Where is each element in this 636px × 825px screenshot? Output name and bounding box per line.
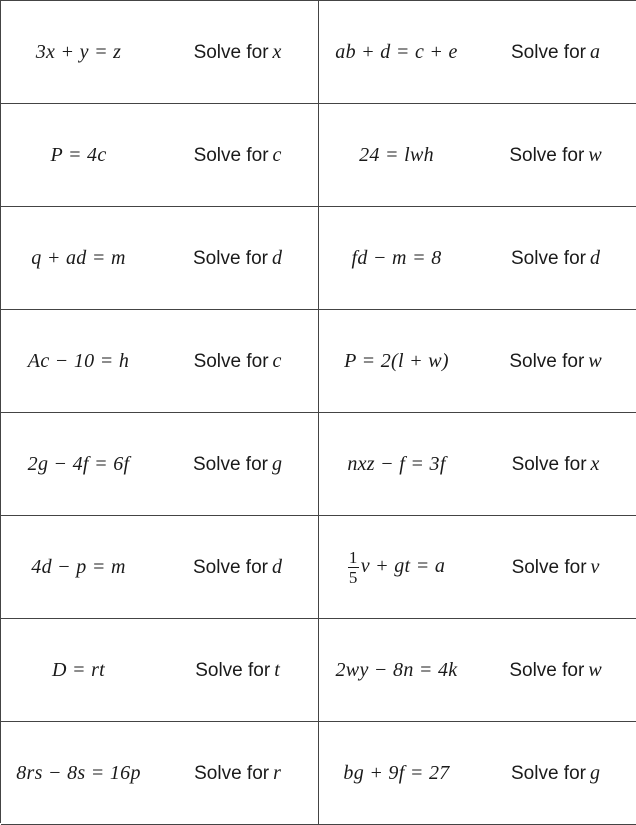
target-variable: d bbox=[589, 246, 600, 269]
equation-card bbox=[1, 722, 319, 825]
equation: P = 4c bbox=[50, 143, 107, 166]
equation: 3x + y = z bbox=[35, 40, 122, 63]
target-variable: w bbox=[588, 143, 602, 166]
solve-instruction bbox=[474, 247, 636, 270]
fraction-numerator: 1 bbox=[348, 547, 358, 567]
equation: nxz − f = 3f bbox=[347, 452, 446, 475]
equation-card bbox=[1, 516, 319, 619]
solve-instruction bbox=[474, 453, 636, 476]
solve-label: Solve for bbox=[193, 41, 269, 63]
target-variable: x bbox=[272, 40, 282, 63]
equation-card bbox=[1, 104, 319, 207]
equation: v + gt = a bbox=[360, 554, 446, 577]
solve-label: Solve for bbox=[193, 144, 269, 166]
target-variable: v bbox=[590, 555, 600, 578]
equation: Ac − 10 = h bbox=[27, 349, 130, 372]
equation: P = 2(l + w) bbox=[344, 349, 449, 372]
fraction-denominator: 5 bbox=[348, 567, 358, 587]
equation: ab + d = c + e bbox=[335, 40, 458, 63]
equation-card bbox=[319, 722, 636, 825]
target-variable: a bbox=[589, 40, 600, 63]
solve-label: Solve for bbox=[193, 350, 269, 372]
solve-label: Solve for bbox=[511, 41, 586, 63]
equation-card bbox=[319, 1, 636, 104]
equation-card bbox=[1, 1, 319, 104]
target-variable: g bbox=[589, 761, 600, 784]
target-variable: t bbox=[274, 658, 280, 681]
solve-instruction bbox=[156, 41, 319, 64]
target-variable: r bbox=[273, 761, 281, 784]
equation-card bbox=[319, 413, 636, 516]
solve-instruction bbox=[474, 350, 636, 373]
solve-label: Solve for bbox=[509, 350, 585, 372]
solve-instruction bbox=[474, 556, 636, 579]
solve-instruction bbox=[474, 144, 636, 167]
equation: fd − m = 8 bbox=[351, 246, 442, 269]
target-variable: x bbox=[590, 452, 600, 475]
equation-card bbox=[319, 104, 636, 207]
solve-instruction bbox=[474, 41, 636, 64]
solve-instruction bbox=[156, 762, 319, 785]
target-variable: c bbox=[272, 349, 282, 372]
equation: 4d − p = m bbox=[31, 555, 126, 578]
solve-instruction bbox=[156, 350, 319, 373]
target-variable: d bbox=[271, 555, 282, 578]
solve-label: Solve for bbox=[193, 247, 268, 269]
equation-card bbox=[1, 413, 319, 516]
equation-card bbox=[1, 310, 319, 413]
solve-instruction bbox=[156, 144, 319, 167]
solve-label: Solve for bbox=[511, 556, 587, 578]
solve-instruction bbox=[156, 556, 319, 579]
equation-card bbox=[319, 207, 636, 310]
equation: q + ad = m bbox=[31, 246, 126, 269]
target-variable: d bbox=[271, 246, 282, 269]
equation: 2g − 4f = 6f bbox=[27, 452, 130, 475]
equation-with-fraction bbox=[319, 548, 474, 587]
equation: D = rt bbox=[51, 658, 106, 681]
solve-label: Solve for bbox=[511, 762, 586, 784]
equation-card bbox=[319, 310, 636, 413]
solve-instruction bbox=[156, 659, 319, 682]
equation-card bbox=[1, 619, 319, 722]
solve-label: Solve for bbox=[193, 556, 268, 578]
fraction bbox=[348, 548, 359, 587]
solve-label: Solve for bbox=[509, 659, 585, 681]
solve-label: Solve for bbox=[511, 453, 587, 475]
solve-instruction bbox=[474, 762, 636, 785]
equation: 2wy − 8n = 4k bbox=[335, 658, 458, 681]
target-variable: g bbox=[271, 452, 282, 475]
solve-label: Solve for bbox=[195, 659, 271, 681]
target-variable: c bbox=[272, 143, 282, 166]
equation: 8rs − 8s = 16p bbox=[16, 761, 141, 784]
solve-label: Solve for bbox=[511, 247, 586, 269]
solve-instruction bbox=[474, 659, 636, 682]
equation-card bbox=[319, 516, 636, 619]
target-variable: w bbox=[588, 658, 602, 681]
target-variable: w bbox=[588, 349, 602, 372]
equation: bg + 9f = 27 bbox=[343, 761, 450, 784]
solve-instruction bbox=[156, 247, 319, 270]
equation-card bbox=[1, 207, 319, 310]
equation: 24 = lwh bbox=[359, 143, 434, 166]
equation-card bbox=[319, 619, 636, 722]
solve-label: Solve for bbox=[194, 762, 270, 784]
solve-instruction bbox=[156, 453, 319, 476]
solve-label: Solve for bbox=[193, 453, 268, 475]
solve-label: Solve for bbox=[509, 144, 585, 166]
